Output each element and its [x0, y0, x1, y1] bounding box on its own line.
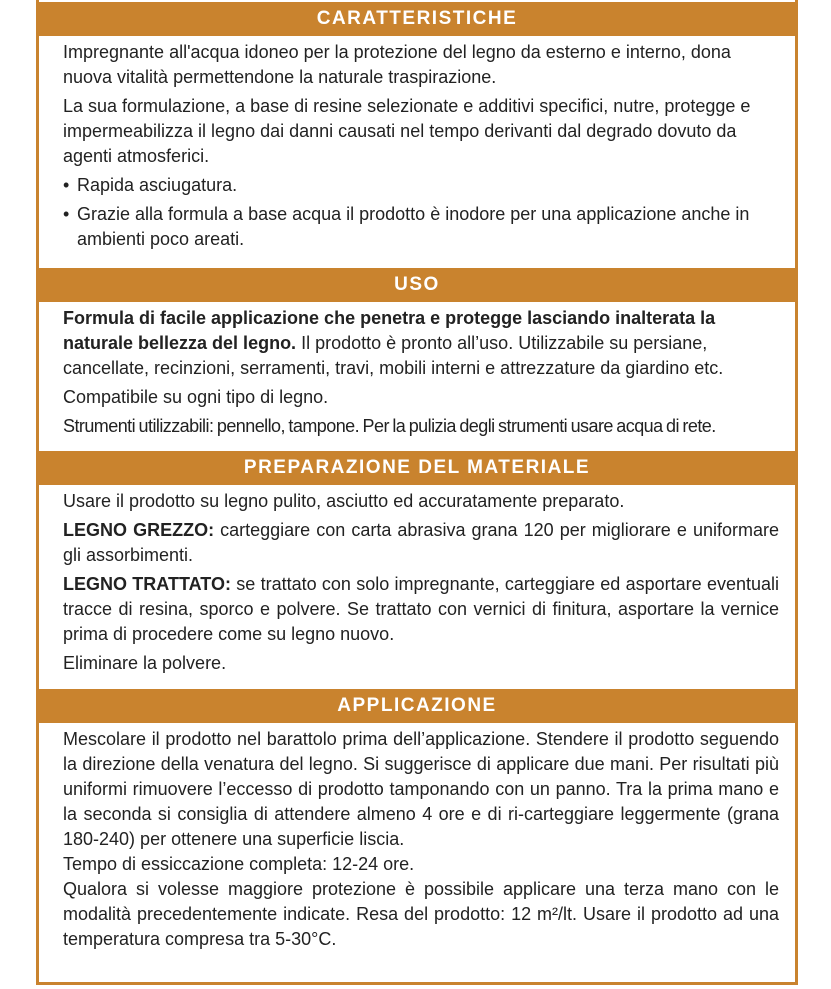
uso-intro — [63, 306, 779, 381]
uso-bold-intro: Formula di facile applicazione che penetra e protegge lasciando inalterata la naturale bellezza del legno. — [63, 308, 716, 353]
section-header-uso: USO — [39, 268, 795, 302]
section-body-caratteristiche — [63, 40, 779, 252]
uso-paragraph-3: Strumenti utilizzabili: pennello, tampone. Per la pulizia degli strumenti usare acqua di rete. — [63, 416, 716, 436]
list-item — [63, 202, 779, 252]
preparazione-paragraph-1: Usare il prodotto su legno pulito, asciutto ed accuratamente preparato. — [63, 491, 625, 511]
applicazione-paragraph-3: Qualora si volesse maggiore protezione è possibile applicare una terza mano con le modalità precedentemente indicate. Resa del prodotto: 12 m²/lt. Usare il prodotto ad una temperatura compresa tra 5-30°C. — [63, 879, 779, 949]
uso-intro-rest: Il prodotto è pronto all’uso. Utilizzabile su persiane, cancellate, recinzioni, serramenti, travi, mobili interni e attrezzature da giardino etc. — [63, 333, 724, 378]
applicazione-paragraph-2: Tempo di essiccazione completa: 12-24 ore. — [63, 854, 415, 874]
legno-trattato-label: LEGNO TRATTATO: — [63, 574, 231, 594]
bullet-mark: • — [63, 175, 70, 195]
section-body-applicazione — [63, 727, 779, 952]
product-sheet — [36, 0, 798, 985]
legno-grezzo-label: LEGNO GREZZO: — [63, 520, 215, 540]
section-header-preparazione: PREPARAZIONE DEL MATERIALE — [39, 451, 795, 485]
bullet-mark: • — [63, 204, 70, 224]
section-header-applicazione: APPLICAZIONE — [39, 689, 795, 723]
preparazione-paragraph-4: Eliminare la polvere. — [63, 653, 227, 673]
bullet-text: Rapida asciugatura. — [77, 175, 238, 195]
list-item — [63, 173, 779, 198]
preparazione-trattato — [63, 572, 779, 647]
applicazione-paragraph-1: Mescolare il prodotto nel barattolo prima dell’applicazione. Stendere il prodotto seguendo la direzione della venatura del legno. Si suggerisce di applicare due mani. Per risultati più uniformi rimuovere l’eccesso di prodotto tamponando con un panno. Tra la prima mano e la seconda si consiglia di attendere almeno 4 ore e di ri-carteggiare leggermente (grana 180-240) per ottenere una superficie liscia. — [63, 729, 779, 849]
section-header-caratteristiche: CARATTERISTICHE — [39, 2, 795, 36]
section-body-uso — [63, 306, 779, 439]
caratteristiche-paragraph-2: La sua formulazione, a base di resine selezionate e additivi specifici, nutre, protegge e impermeabilizza il legno dai danni causati nel tempo derivanti dal degrado dovuto da agenti atmosferici. — [63, 96, 751, 166]
section-body-preparazione — [63, 489, 779, 676]
legno-grezzo-text: carteggiare con carta abrasiva grana 120 per migliorare e uniformare gli assorbimenti. — [63, 520, 779, 565]
caratteristiche-paragraph-1: Impregnante all'acqua idoneo per la protezione del legno da esterno e interno, dona nuova vitalità permettendone la naturale traspirazione. — [63, 42, 731, 87]
uso-paragraph-2: Compatibile su ogni tipo di legno. — [63, 387, 329, 407]
legno-trattato-text: se trattato con solo impregnante, carteggiare ed asportare eventuali tracce di resina, sporco e polvere. Se trattato con vernici di finitura, asportare la vernice prima di procedere come su legno nuovo. — [63, 574, 779, 644]
bullet-text: Grazie alla formula a base acqua il prodotto è inodore per una applicazione anche in ambienti poco areati. — [77, 204, 750, 249]
preparazione-grezzo — [63, 518, 779, 568]
